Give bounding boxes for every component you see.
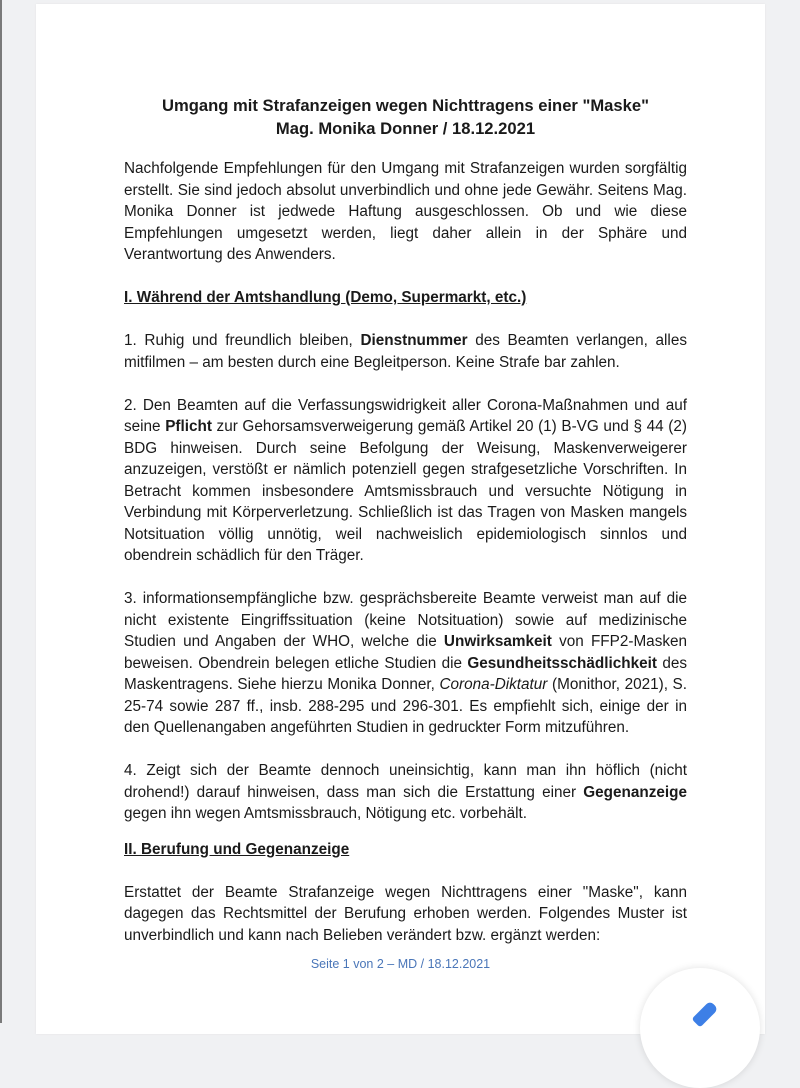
text-run: von FFP2-Masken beweisen. Obendrein belegen etliche Studien die [124, 633, 688, 672]
edit-fab-button[interactable] [640, 968, 760, 1088]
item-2-paragraph [124, 395, 687, 567]
viewer-left-border [0, 0, 2, 1023]
text-run: 1. Ruhig und freundlich bleiben, [124, 332, 361, 349]
page-footer: Seite 1 von 2 – MD / 18.12.2021 [310, 957, 491, 971]
document-page[interactable] [36, 4, 765, 1034]
page-content [124, 94, 687, 946]
text-run: (Monithor, 2021), S. 25-74 sowie 287 ff., insb. 288-295 und 296-301. Es empfiehlt sich, einige der in den Quellenangaben angeführten Studien in gedruckter Form mitzuführen. [124, 676, 687, 736]
item-4-paragraph [124, 760, 687, 825]
text-run: 3. informationsempfängliche bzw. gesprächsbereite Beamte verweist man auf die nicht existente Eingriffssituation (keine Notsituation) sowie auf medizinische Studien und Angaben der WHO, welche die [124, 590, 687, 650]
bold-text: Dienstnummer [360, 332, 468, 349]
text-run: 2. Den Beamten auf die Verfassungswidrigkeit aller Corona-Maßnahmen und auf seine [124, 396, 687, 435]
text-run: des Maskentragens. Siehe hierzu Monika Donner, [124, 654, 687, 693]
bold-text: Pflicht [165, 418, 212, 435]
text-run: des Beamten verlangen, alles mitfilmen – am besten durch eine Begleitperson. Keine Strafe bar zahlen. [124, 332, 687, 371]
item-1-paragraph [124, 330, 687, 373]
document-title [124, 94, 687, 140]
bold-text: Unwirksamkeit [443, 633, 552, 650]
pencil-edit-icon [692, 1001, 719, 1028]
intro-paragraph: Nachfolgende Empfehlungen für den Umgang mit Strafanzeigen wurden sorgfältig erstellt. Sie sind jedoch absolut unverbindlich und ohne jede Gewähr. Seitens Mag. Monika Donner ist jedwede Haftung ausgeschlossen. Ob und wie diese Empfehlungen umgesetzt werden, liegt daher allein in der Sphäre und Verantwortung des Anwenders. [124, 160, 687, 263]
title-line-2: Mag. Monika Donner / 18.12.2021 [275, 119, 536, 138]
text-run: zur Gehorsamsverweigerung gemäß Artikel 20 (1) B-VG und § 44 (2) BDG hinweisen. Durch seine Befolgung der Weisung, Maskenverweigerer anzuzeigen, verstößt er nämlich potenziell gegen strafgesetzliche Vorschriften. In Betracht kommen insbesondere Amtsmissbrauch und versuchte Nötigung in Verbindung mit Körperverletzung. Schließlich ist das Tragen von Masken mangels Notsituation völlig unnötig, weil nachweislich epidemiologisch sinnlos und obendrein schädlich für den Träger. [124, 418, 687, 564]
item-3-paragraph [124, 588, 687, 739]
section-1-heading: I. Während der Amtshandlung (Demo, Supermarkt, etc.) [124, 289, 527, 306]
title-line-1: Umgang mit Strafanzeigen wegen Nichttragens einer "Maske" [162, 96, 649, 115]
text-run: 4. Zeigt sich der Beamte dennoch uneinsichtig, kann man ihn höflich (nicht drohend!) darauf hinweisen, dass man sich die Erstattung einer [124, 762, 687, 801]
text-run: gegen ihn wegen Amtsmissbrauch, Nötigung etc. vorbehält. [124, 805, 528, 822]
section-2-paragraph: Erstattet der Beamte Strafanzeige wegen Nichttragens einer "Maske", kann dagegen das Rechtsmittel der Berufung erhoben werden. Folgendes Muster ist unverbindlich und kann nach Belieben verändert bzw. ergänzt werden: [124, 883, 687, 944]
section-2-heading: II. Berufung und Gegenanzeige [124, 840, 350, 858]
italic-text: Corona-Diktatur [439, 676, 548, 693]
bold-text: Gegenanzeige [583, 783, 687, 801]
bold-text: Gesundheitsschädlichkeit [467, 654, 657, 672]
